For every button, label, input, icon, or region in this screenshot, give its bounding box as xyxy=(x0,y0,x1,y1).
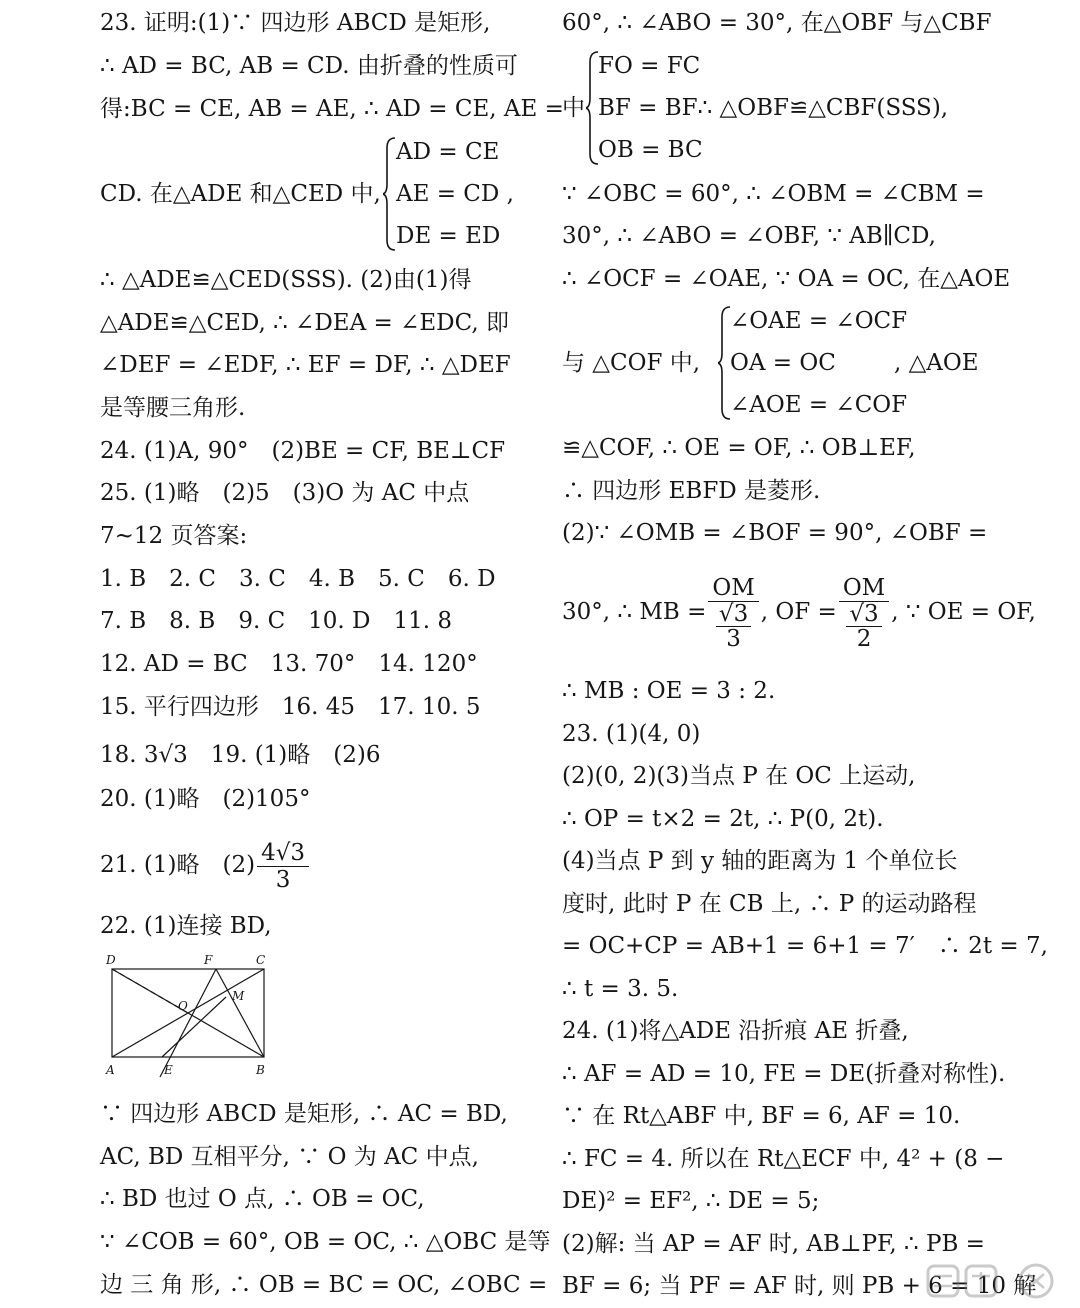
text-fragment: , ∵ OE = OF, xyxy=(891,599,1036,625)
text-line: ∴ t = 3. 5. xyxy=(562,976,679,1002)
brace-suffix: , △AOE xyxy=(894,350,979,376)
text-line: 边 三 角 形, ∴ OB = BC = OC, ∠OBC = xyxy=(100,1272,548,1298)
brace-item: BF = BF∴ △OBF≌△CBF(SSS), xyxy=(598,95,949,121)
watermark-logo xyxy=(924,1260,1074,1304)
text-line: ≌△COF, ∴ OE = OF, ∴ OB⊥EF, xyxy=(562,435,916,461)
brace-item: ∠AOE = ∠COF xyxy=(730,392,908,418)
brace-item: AD = CE xyxy=(396,139,500,165)
text-line: 24. (1)A, 90° (2)BE = CF, BE⊥CF xyxy=(100,438,506,464)
text-line: ∵ 四边形 ABCD 是矩形, ∴ AC = BD, xyxy=(100,1101,508,1127)
brace-item: AE = CD , xyxy=(396,181,514,207)
text-line: 18. 3√3 19. (1)略 (2)6 xyxy=(100,742,381,768)
label-B: B xyxy=(256,1063,265,1077)
text-line: (2)(0, 2)(3)当点 P 在 OC 上运动, xyxy=(562,763,916,789)
inner-numerator: √3 xyxy=(716,602,751,627)
q21-prefix: 21. (1)略 (2) xyxy=(100,852,256,878)
text-line: 是等腰三角形. xyxy=(100,395,246,421)
text-line: 23. (1)(4, 0) xyxy=(562,721,701,747)
text-line: ∴ BD 也过 O 点, ∴ OB = OC, xyxy=(100,1186,425,1212)
brace-item: DE = ED xyxy=(396,223,501,249)
text-line: 7. B 8. B 9. C 10. D 11. 8 xyxy=(100,608,453,634)
label-D: D xyxy=(106,953,116,967)
text-line: ∴ MB : OE = 3 : 2. xyxy=(562,678,776,704)
fraction xyxy=(257,840,309,893)
text-line: ∵ 在 Rt△ABF 中, BF = 6, AF = 10. xyxy=(562,1103,961,1129)
text-line: = OC+CP = AB+1 = 6+1 = 7′ ∴ 2t = 7, xyxy=(562,933,1048,959)
label-F: F xyxy=(204,953,213,967)
text-line: 12. AD = BC 13. 70° 14. 120° xyxy=(100,651,478,677)
q23-equation-system xyxy=(100,136,520,252)
text-line: 得:BC = CE, AB = AE, ∴ AD = CE, AE = xyxy=(100,96,564,122)
label-C: C xyxy=(256,953,266,967)
brace-prefix: 与 △COF 中, xyxy=(562,350,701,376)
label-M: M xyxy=(232,989,245,1003)
inner-denominator: 2 xyxy=(856,626,872,652)
text-line: (2)∵ ∠OMB = ∠BOF = 90°, ∠OBF = xyxy=(562,520,988,546)
brace-item: ∠OAE = ∠OCF xyxy=(730,308,908,334)
text-fragment: , OF = xyxy=(760,599,837,625)
inner-numerator: √3 xyxy=(846,602,881,627)
fraction-denominator xyxy=(846,602,881,651)
congruence-system-2 xyxy=(562,305,982,421)
brace-item: OA = OC xyxy=(730,350,836,376)
brace-prefix: 中 xyxy=(562,95,585,121)
fraction xyxy=(839,575,889,651)
text-line: ∴ FC = 4. 所以在 Rt△ECF 中, 4² + (8 − xyxy=(562,1146,1005,1172)
text-line: BF = 6; 当 PF = AF 时, 则 PB + 6 = 10 解 xyxy=(562,1273,1037,1299)
text-line: 24. (1)将△ADE 沿折痕 AE 折叠, xyxy=(562,1018,909,1044)
label-E: E xyxy=(164,1063,173,1077)
fraction-denominator: 3 xyxy=(275,866,291,893)
text-line: (4)当点 P 到 y 轴的距离为 1 个单位长 xyxy=(562,848,958,874)
text-line: ∴ OP = t×2 = 2t, ∴ P(0, 2t). xyxy=(562,806,884,832)
text-line: △ADE≌△CED, ∴ ∠DEA = ∠EDC, 即 xyxy=(100,310,509,336)
text-line: AC, BD 互相平分, ∵ O 为 AC 中点, xyxy=(100,1144,479,1170)
section-heading: 7~12 页答案: xyxy=(100,523,248,549)
fraction-denominator xyxy=(716,602,751,651)
text-line: 度时, 此时 P 在 CB 上, ∴ P 的运动路程 xyxy=(562,891,977,917)
text-line: 30°, ∴ ∠ABO = ∠OBF, ∵ AB∥CD, xyxy=(562,223,936,249)
label-A: A xyxy=(106,1063,115,1077)
text-line: ∵ ∠COB = 60°, OB = OC, ∴ △OBC 是等 xyxy=(100,1229,551,1255)
text-line: 20. (1)略 (2)105° xyxy=(100,786,311,812)
fraction xyxy=(708,575,758,651)
q21-line xyxy=(100,835,311,895)
text-line: 15. 平行四边形 16. 45 17. 10. 5 xyxy=(100,694,481,720)
text-line: 1. B 2. C 3. C 4. B 5. C 6. D xyxy=(100,566,496,592)
text-line: 23. 证明:(1)∵ 四边形 ABCD 是矩形, xyxy=(100,10,491,36)
text-line: (2)解: 当 AP = AF 时, AB⊥PF, ∴ PB = xyxy=(562,1231,985,1257)
text-line: ∴ △ADE≌△CED(SSS). (2)由(1)得 xyxy=(100,267,472,293)
fraction-numerator: OM xyxy=(708,575,758,602)
text-line: ∵ ∠OBC = 60°, ∴ ∠OBM = ∠CBM = xyxy=(562,181,985,207)
text-line: 60°, ∴ ∠ABO = 30°, 在△OBF 与△CBF xyxy=(562,10,992,36)
figure-labels xyxy=(102,955,272,1079)
text-line: ∴ ∠OCF = ∠OAE, ∵ OA = OC, 在△AOE xyxy=(562,266,1011,292)
text-line: ∠DEF = ∠EDF, ∴ EF = DF, ∴ △DEF xyxy=(100,352,511,378)
left-brace xyxy=(383,136,397,252)
text-line: ∴ 四边形 EBFD 是菱形. xyxy=(562,478,821,504)
text-line: DE)² = EF², ∴ DE = 5; xyxy=(562,1188,820,1214)
inner-denominator: 3 xyxy=(726,626,741,652)
congruence-system-1 xyxy=(562,50,982,166)
fraction-numerator: OM xyxy=(839,575,889,602)
label-O: O xyxy=(178,999,188,1013)
brace-item: FO = FC xyxy=(598,53,701,79)
text-line: 25. (1)略 (2)5 (3)O 为 AC 中点 xyxy=(100,480,470,506)
text-line: ∴ AF = AD = 10, FE = DE(折叠对称性). xyxy=(562,1061,1006,1087)
ratio-line xyxy=(562,560,1036,664)
brace-prefix: CD. 在△ADE 和△CED 中, xyxy=(100,181,381,207)
text-line: 22. (1)连接 BD, xyxy=(100,913,272,939)
text-line: ∴ AD = BC, AB = CD. 由折叠的性质可 xyxy=(100,53,518,79)
brace-item: OB = BC xyxy=(598,137,703,163)
fraction-numerator: 4√3 xyxy=(257,840,309,867)
text-fragment: 30°, ∴ MB = xyxy=(562,599,707,625)
